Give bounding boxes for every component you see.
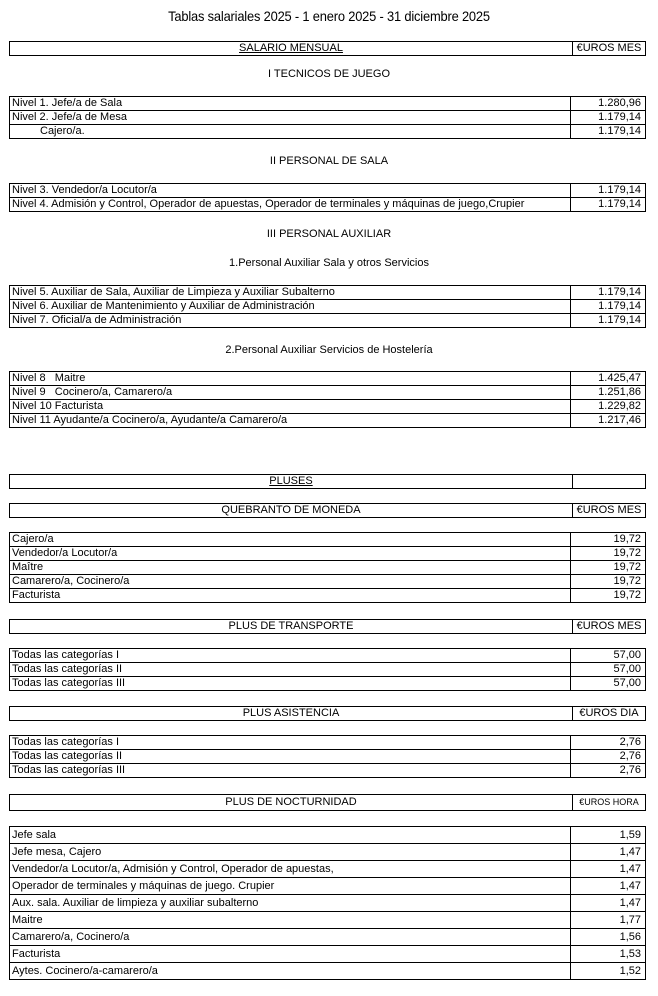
nocturnidad-unit: €UROS HORA: [572, 795, 645, 810]
row-label: Camarero/a, Cocinero/a: [10, 575, 571, 589]
row-label: Nivel 9 Cocinero/a, Camarero/a: [10, 386, 571, 400]
table-row: [10, 946, 646, 963]
transporte-header: [9, 619, 646, 634]
table-row: [10, 533, 646, 547]
row-label: Jefe sala: [10, 827, 571, 844]
group-title-tecnicos: I TECNICOS DE JUEGO: [267, 68, 391, 80]
row-value: 1.425,47: [571, 372, 646, 386]
row-value: 1,47: [571, 844, 646, 861]
table-nocturnidad: [9, 826, 646, 980]
table-row: [10, 561, 646, 575]
table-row: [10, 649, 646, 663]
subgroup-title-hosteleria: 2.Personal Auxiliar Servicios de Hostelería: [225, 344, 433, 356]
table-row: [10, 764, 646, 778]
asistencia-label: PLUS ASISTENCIA: [242, 707, 340, 719]
row-value: 1.179,14: [571, 314, 646, 328]
table-row: [10, 386, 646, 400]
row-value: 1.179,14: [571, 300, 646, 314]
table-row: [10, 198, 646, 212]
quebranto-label: QUEBRANTO DE MONEDA: [221, 504, 361, 516]
row-label: Todas las categorías III: [10, 677, 571, 691]
transporte-unit: €UROS MES: [572, 620, 645, 633]
row-label: Camarero/a, Cocinero/a: [10, 929, 571, 946]
row-label: Maitre: [10, 912, 571, 929]
pluses-unit: [572, 475, 645, 488]
row-label: Nivel 6. Auxiliar de Mantenimiento y Auxiliar de Administración: [10, 300, 571, 314]
table-row: [10, 589, 646, 603]
row-value: 1.179,14: [571, 184, 646, 198]
table-asistencia: [9, 735, 646, 778]
row-label: Todas las categorías II: [10, 750, 571, 764]
row-label: Cajero/a.: [10, 125, 571, 139]
nocturnidad-label: PLUS DE NOCTURNIDAD: [225, 796, 357, 808]
row-value: 2,76: [571, 764, 646, 778]
row-value: 1.280,96: [571, 97, 646, 111]
row-label: Todas las categorías II: [10, 663, 571, 677]
row-label: Maître: [10, 561, 571, 575]
row-label: Todas las categorías I: [10, 736, 571, 750]
row-value: 57,00: [571, 663, 646, 677]
pluses-text: PLUSES: [269, 475, 313, 487]
row-value: 1.179,14: [571, 286, 646, 300]
row-value: 57,00: [571, 677, 646, 691]
row-value: 1,47: [571, 861, 646, 878]
transporte-label: PLUS DE TRANSPORTE: [228, 620, 354, 632]
row-value: 19,72: [571, 533, 646, 547]
row-label: Nivel 5. Auxiliar de Sala, Auxiliar de Limpieza y Auxiliar Subalterno: [10, 286, 571, 300]
row-label: Jefe mesa, Cajero: [10, 844, 571, 861]
row-label: Nivel 3. Vendedor/a Locutor/a: [10, 184, 571, 198]
nocturnidad-header: [9, 794, 646, 811]
row-label: Aytes. Cocinero/a-camarero/a: [10, 963, 571, 980]
row-value: 1,47: [571, 878, 646, 895]
asistencia-header: [9, 706, 646, 721]
row-value: 1.251,86: [571, 386, 646, 400]
pluses-header: [9, 474, 646, 489]
group-title-personal-auxiliar: III PERSONAL AUXILIAR: [266, 228, 392, 240]
table-row: [10, 184, 646, 198]
row-value: 1,56: [571, 929, 646, 946]
table-row: [10, 663, 646, 677]
table-row: [10, 400, 646, 414]
row-value: 57,00: [571, 649, 646, 663]
table-row: [10, 111, 646, 125]
table-row: [10, 912, 646, 929]
row-value: 19,72: [571, 547, 646, 561]
table-row: [10, 963, 646, 980]
row-value: 1.179,14: [571, 125, 646, 139]
table-row: [10, 929, 646, 946]
row-label: Todas las categorías I: [10, 649, 571, 663]
salario-mensual-label: [10, 42, 572, 55]
row-value: 19,72: [571, 561, 646, 575]
table-row: [10, 372, 646, 386]
group-title-personal-sala: II PERSONAL DE SALA: [269, 155, 389, 167]
row-value: 1,47: [571, 895, 646, 912]
row-label: Facturista: [10, 946, 571, 963]
table-hosteleria: [9, 371, 646, 428]
table-tecnicos: [9, 96, 646, 139]
row-label: Vendedor/a Locutor/a: [10, 547, 571, 561]
table-row: [10, 844, 646, 861]
quebranto-unit: €UROS MES: [572, 504, 645, 517]
table-row: [10, 827, 646, 844]
row-value: 1.229,82: [571, 400, 646, 414]
row-label: Nivel 8 Maitre: [10, 372, 571, 386]
row-label: Nivel 1. Jefe/a de Sala: [10, 97, 571, 111]
table-auxiliar-sala: [9, 285, 646, 328]
table-row: [10, 895, 646, 912]
table-row: [10, 125, 646, 139]
row-label: Nivel 4. Admisión y Control, Operador de apuestas, Operador de terminales y máquinas de juego,Crupier: [10, 198, 571, 212]
quebranto-header: [9, 503, 646, 518]
row-label: Nivel 10 Facturista: [10, 400, 571, 414]
salario-unit: €UROS MES: [572, 42, 645, 55]
table-row: [10, 547, 646, 561]
table-row: [10, 286, 646, 300]
row-label: Nivel 11 Ayudante/a Cocinero/a, Ayudante/a Camarero/a: [10, 414, 571, 428]
table-row: [10, 414, 646, 428]
row-label: Aux. sala. Auxiliar de limpieza y auxiliar subalterno: [10, 895, 571, 912]
table-row: [10, 314, 646, 328]
asistencia-unit: €UROS DIA: [572, 707, 645, 720]
table-row: [10, 575, 646, 589]
table-row: [10, 878, 646, 895]
salario-mensual-header: [9, 41, 646, 56]
row-label: Operador de terminales y máquinas de juego. Crupier: [10, 878, 571, 895]
row-value: 1.217,46: [571, 414, 646, 428]
row-label: Nivel 7. Oficial/a de Administración: [10, 314, 571, 328]
row-value: 1.179,14: [571, 198, 646, 212]
row-value: 1,53: [571, 946, 646, 963]
table-personal-sala: [9, 183, 646, 212]
table-row: [10, 300, 646, 314]
subgroup-title-sala-servicios: 1.Personal Auxiliar Sala y otros Servicios: [229, 257, 429, 269]
pluses-label: [10, 475, 572, 488]
row-value: 2,76: [571, 736, 646, 750]
row-value: 1,77: [571, 912, 646, 929]
row-value: 1.179,14: [571, 111, 646, 125]
row-value: 19,72: [571, 575, 646, 589]
table-row: [10, 736, 646, 750]
row-label: Cajero/a: [10, 533, 571, 547]
table-row: [10, 677, 646, 691]
table-transporte: [9, 648, 646, 691]
row-label: Todas las categorías III: [10, 764, 571, 778]
table-row: [10, 97, 646, 111]
row-label: Vendedor/a Locutor/a, Admisión y Control, Operador de apuestas,: [10, 861, 571, 878]
table-row: [10, 861, 646, 878]
salario-mensual-text: SALARIO MENSUAL: [239, 42, 343, 54]
row-label: Nivel 2. Jefe/a de Mesa: [10, 111, 571, 125]
table-quebranto: [9, 532, 646, 603]
table-row: [10, 750, 646, 764]
row-value: 2,76: [571, 750, 646, 764]
row-value: 19,72: [571, 589, 646, 603]
document-title: Tablas salariales 2025 - 1 enero 2025 - 31 diciembre 2025: [168, 8, 490, 24]
row-label: Facturista: [10, 589, 571, 603]
row-value: 1,59: [571, 827, 646, 844]
row-value: 1,52: [571, 963, 646, 980]
